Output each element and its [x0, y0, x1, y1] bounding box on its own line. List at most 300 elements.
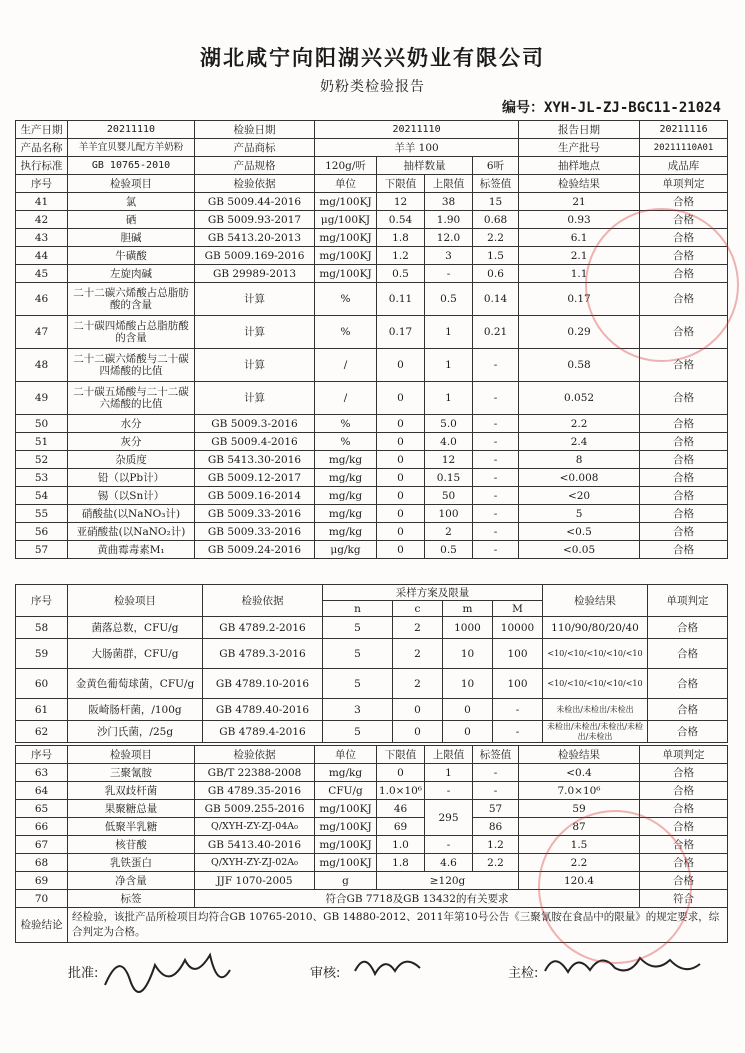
row-low: 0	[377, 349, 425, 382]
insp-date-label: 检验日期	[195, 121, 315, 139]
other-col-no: 序号	[16, 746, 68, 764]
row-basis: GB 4789.3-2016	[203, 639, 323, 669]
report-number: 编号：XYH-JL-ZJ-BGC11-21024	[501, 100, 721, 116]
micro-col-n: n	[323, 601, 393, 617]
row-no: 43	[16, 229, 68, 247]
row-label: -	[473, 469, 519, 487]
row-m: 1000	[443, 617, 493, 639]
row-label: 0.21	[473, 316, 519, 349]
row-n: 5	[323, 639, 393, 669]
row-judge: 合格	[640, 782, 728, 800]
row-low: 0.54	[377, 211, 425, 229]
row-judge: 合格	[640, 872, 728, 890]
row-basis: GB 5009.4-2016	[195, 433, 315, 451]
row-item: 乳铁蛋白	[68, 854, 195, 872]
row-item: 阪崎肠杆菌，/100g	[68, 699, 203, 721]
row-result: <0.4	[519, 764, 640, 782]
row-item: 牛磺酸	[68, 247, 195, 265]
row-judge: 合格	[640, 283, 728, 316]
row-c: 0	[393, 721, 443, 743]
row-high: 4.0	[425, 433, 473, 451]
row-limit: ≥120g	[377, 872, 519, 890]
row-label: -	[473, 451, 519, 469]
row-basis: GB 5009.93-2017	[195, 211, 315, 229]
row-item: 核苷酸	[68, 836, 195, 854]
table-row	[16, 382, 728, 415]
table-row	[16, 782, 728, 800]
row-n: 5	[323, 617, 393, 639]
row-unit: CFU/g	[315, 782, 377, 800]
row-judge: 合格	[640, 541, 728, 559]
header-row-standard	[16, 157, 728, 175]
row-low: 1.8	[377, 229, 425, 247]
row-basis: GB 5009.169-2016	[195, 247, 315, 265]
row-judge: 合格	[640, 854, 728, 872]
row-c: 0	[393, 699, 443, 721]
product-name-value: 羊羊宜贝婴儿配方羊奶粉	[68, 139, 195, 157]
table-row	[16, 193, 728, 211]
row-m: 0	[443, 699, 493, 721]
row-low: 0	[377, 382, 425, 415]
row-no: 63	[16, 764, 68, 782]
table-row	[16, 764, 728, 782]
row-item: 硒	[68, 211, 195, 229]
row-result: 2.2	[519, 415, 640, 433]
official-stamp	[585, 208, 739, 362]
row-unit: mg/kg	[315, 451, 377, 469]
row-label: 0.68	[473, 211, 519, 229]
row-item: 沙门氏菌，/25g	[68, 721, 203, 743]
row-basis: GB 4789.40-2016	[203, 699, 323, 721]
other-col-basis: 检验依据	[195, 746, 315, 764]
row-c: 2	[393, 617, 443, 639]
other-col-low: 下限值	[377, 746, 425, 764]
row-result: 8	[519, 451, 640, 469]
row-item: 三聚氰胺	[68, 764, 195, 782]
row-no: 65	[16, 800, 68, 818]
row-no: 58	[16, 617, 68, 639]
inspection-table-micro	[15, 584, 728, 743]
table-row	[16, 349, 728, 382]
other-col-judge: 单项判定	[640, 746, 728, 764]
row-high: 12	[425, 451, 473, 469]
row-low: 0	[377, 523, 425, 541]
row-basis: GB 4789.2-2016	[203, 617, 323, 639]
row-judge: 合格	[640, 433, 728, 451]
row-item: 杂质度	[68, 451, 195, 469]
row-M: 10000	[493, 617, 543, 639]
row-label: -	[473, 487, 519, 505]
row-unit: mg/kg	[315, 487, 377, 505]
row-high: -	[425, 836, 473, 854]
row-judge: 合格	[640, 229, 728, 247]
row-item: 锡（以Sn计）	[68, 487, 195, 505]
conclusion-label: 检验结论	[16, 908, 68, 943]
row-result: 110/90/80/20/40	[543, 617, 648, 639]
row-basis: 计算	[195, 316, 315, 349]
table-row	[16, 541, 728, 559]
row-judge: 合格	[640, 349, 728, 382]
row-low: 0	[377, 505, 425, 523]
row-basis: GB 5413.30-2016	[195, 451, 315, 469]
row-no: 44	[16, 247, 68, 265]
row-c: 2	[393, 669, 443, 699]
table-row	[16, 415, 728, 433]
row-low: 46	[377, 800, 425, 818]
row-label: 1.2	[473, 836, 519, 854]
row-unit: mg/100KJ	[315, 854, 377, 872]
other-header-row	[16, 746, 728, 764]
row-low: 0	[377, 451, 425, 469]
row-label: -	[473, 541, 519, 559]
row-item: 标签	[68, 890, 195, 908]
row-unit: mg/kg	[315, 505, 377, 523]
row-unit: mg/100KJ	[315, 247, 377, 265]
row-item: 胆碱	[68, 229, 195, 247]
row-item: 金黄色葡萄球菌，CFU/g	[68, 669, 203, 699]
micro-rows	[16, 617, 728, 743]
row-low: 12	[377, 193, 425, 211]
row-item: 二十二碳六烯酸占总脂肪酸的含量	[68, 283, 195, 316]
row-n: 3	[323, 699, 393, 721]
row-judge: 合格	[640, 211, 728, 229]
prod-date-value: 20211110	[68, 121, 195, 139]
row-unit: mg/kg	[315, 523, 377, 541]
row-item: 低聚半乳糖	[68, 818, 195, 836]
row-judge: 合格	[640, 818, 728, 836]
row-label: -	[473, 415, 519, 433]
row-basis: 计算	[195, 283, 315, 316]
column-header-row	[16, 175, 728, 193]
row-unit: mg/100KJ	[315, 229, 377, 247]
row-low: 0	[377, 541, 425, 559]
row-result: 0.17	[519, 283, 640, 316]
row-label: 2.2	[473, 229, 519, 247]
row-judge: 合格	[640, 836, 728, 854]
row-label: 15	[473, 193, 519, 211]
row-label: -	[473, 433, 519, 451]
row-item: 乳双歧杆菌	[68, 782, 195, 800]
row-high: 3	[425, 247, 473, 265]
row-item: 水分	[68, 415, 195, 433]
standard-label: 执行标准	[16, 157, 68, 175]
other-col-label: 标签值	[473, 746, 519, 764]
row-result: <0.05	[519, 541, 640, 559]
row-low: 0.5	[377, 265, 425, 283]
row-label: -	[473, 782, 519, 800]
row-label: -	[473, 349, 519, 382]
row-judge: 合格	[640, 487, 728, 505]
row-judge: 合格	[648, 699, 728, 721]
row-judge: 合格	[640, 451, 728, 469]
row-result: 未检出/未检出/未检出	[543, 699, 648, 721]
row-high: 12.0	[425, 229, 473, 247]
col-no: 序号	[16, 175, 68, 193]
row-result: <20	[519, 487, 640, 505]
row-low: 0.17	[377, 316, 425, 349]
row-judge: 合格	[640, 523, 728, 541]
row-m: 0	[443, 721, 493, 743]
micro-col-M: M	[493, 601, 543, 617]
table-row	[16, 617, 728, 639]
row-high: 50	[425, 487, 473, 505]
other-col-unit: 单位	[315, 746, 377, 764]
row-unit: μg/kg	[315, 541, 377, 559]
table-row	[16, 487, 728, 505]
row-unit: mg/kg	[315, 469, 377, 487]
row-unit: mg/100KJ	[315, 818, 377, 836]
row-no: 47	[16, 316, 68, 349]
row-result: 1.1	[519, 265, 640, 283]
micro-col-no: 序号	[16, 585, 68, 617]
row-no: 56	[16, 523, 68, 541]
row-judge: 合格	[640, 247, 728, 265]
row-no: 68	[16, 854, 68, 872]
row-no: 41	[16, 193, 68, 211]
row-result: 5	[519, 505, 640, 523]
row-unit: mg/100KJ	[315, 800, 377, 818]
row-result: 2.4	[519, 433, 640, 451]
row-no: 69	[16, 872, 68, 890]
row-judge: 合格	[640, 193, 728, 211]
row-low: 1.0×10⁶	[377, 782, 425, 800]
row-item: 大肠菌群，CFU/g	[68, 639, 203, 669]
row-result: 7.0×10⁶	[519, 782, 640, 800]
row-basis: GB 5009.33-2016	[195, 523, 315, 541]
micro-col-item: 检验项目	[68, 585, 203, 617]
other-col-result: 检验结果	[519, 746, 640, 764]
row-M: -	[493, 699, 543, 721]
row-unit: mg/kg	[315, 764, 377, 782]
row-result: 87	[519, 818, 640, 836]
row-low: 0	[377, 487, 425, 505]
row-basis: GB 5009.33-2016	[195, 505, 315, 523]
row-high: 0.5	[425, 283, 473, 316]
review-signature	[350, 946, 430, 986]
row-label: 1.5	[473, 247, 519, 265]
row-low: 0	[377, 764, 425, 782]
qty-value: 6听	[473, 157, 519, 175]
row-result: 0.052	[519, 382, 640, 415]
row-basis: Q/XYH-ZY-ZJ-04A₀	[195, 818, 315, 836]
micro-col-plan: 采样方案及限量	[323, 585, 543, 601]
header-row-dates	[16, 121, 728, 139]
location-label: 抽样地点	[519, 157, 640, 175]
row-high-merged: 295	[425, 800, 473, 836]
row-judge: 合格	[640, 505, 728, 523]
row-low: 1.2	[377, 247, 425, 265]
row-unit: mg/100KJ	[315, 265, 377, 283]
row-no: 54	[16, 487, 68, 505]
row-high: 4.6	[425, 854, 473, 872]
row-result: 120.4	[519, 872, 640, 890]
row-judge: 合格	[640, 469, 728, 487]
table-row	[16, 433, 728, 451]
brand-value: 羊羊 100	[315, 139, 519, 157]
row-result: <0.008	[519, 469, 640, 487]
row-basis: GB 5009.3-2016	[195, 415, 315, 433]
row-label: 86	[473, 818, 519, 836]
row-high: -	[425, 782, 473, 800]
other-col-item: 检验项目	[68, 746, 195, 764]
row-no: 61	[16, 699, 68, 721]
row-unit: /	[315, 349, 377, 382]
row-unit: g	[315, 872, 377, 890]
row-M: 100	[493, 639, 543, 669]
row-item: 灰分	[68, 433, 195, 451]
qty-label: 抽样数量	[377, 157, 473, 175]
approve-label: 批准:	[68, 966, 99, 981]
row-no: 45	[16, 265, 68, 283]
row-basis: Q/XYH-ZY-ZJ-02A₀	[195, 854, 315, 872]
table-row	[16, 639, 728, 669]
batch-label: 生产批号	[519, 139, 640, 157]
row-basis: GB 5009.44-2016	[195, 193, 315, 211]
row-result: <10/<10/<10/<10/<10	[543, 639, 648, 669]
row-item: 亚硝酸盐(以NaNO₂计)	[68, 523, 195, 541]
row-result: <0.5	[519, 523, 640, 541]
row-item: 果聚糖总量	[68, 800, 195, 818]
row-no: 51	[16, 433, 68, 451]
micro-col-judge: 单项判定	[648, 585, 728, 617]
spec-label: 产品规格	[195, 157, 315, 175]
table-row	[16, 451, 728, 469]
official-stamp-bottom	[538, 810, 692, 964]
standard-value: GB 10765-2010	[68, 157, 195, 175]
row-item: 菌落总数，CFU/g	[68, 617, 203, 639]
row-M: 100	[493, 669, 543, 699]
row-result: 0.29	[519, 316, 640, 349]
row-M: -	[493, 721, 543, 743]
row-no: 50	[16, 415, 68, 433]
row-no: 57	[16, 541, 68, 559]
row-basis: GB 5413.40-2016	[195, 836, 315, 854]
row-result: 未检出/未检出/未检出/未检出/未检出	[543, 721, 648, 743]
row-label-requirement: 符合GB 7718及GB 13432的有关要求	[195, 890, 640, 908]
row-high: 1	[425, 764, 473, 782]
row-no: 64	[16, 782, 68, 800]
inspect-block	[508, 962, 538, 981]
micro-col-m: m	[443, 601, 493, 617]
micro-col-result: 检验结果	[543, 585, 648, 617]
row-high: 0.15	[425, 469, 473, 487]
inspect-label: 主检:	[508, 966, 539, 981]
row-no: 60	[16, 669, 68, 699]
row-result: 0.58	[519, 349, 640, 382]
row-no: 42	[16, 211, 68, 229]
row-basis: GB/T 22388-2008	[195, 764, 315, 782]
col-low: 下限值	[377, 175, 425, 193]
row-judge: 合格	[640, 316, 728, 349]
other-col-high: 上限值	[425, 746, 473, 764]
row-no: 55	[16, 505, 68, 523]
col-item: 检验项目	[68, 175, 195, 193]
table-row	[16, 523, 728, 541]
row-item: 左旋肉碱	[68, 265, 195, 283]
row-high: -	[425, 265, 473, 283]
row-no: 48	[16, 349, 68, 382]
row-judge: 合格	[640, 415, 728, 433]
row-basis: GB 4789.4-2016	[203, 721, 323, 743]
company-name: 湖北咸宁向阳湖兴兴奶业有限公司	[200, 45, 545, 70]
row-low: 0	[377, 469, 425, 487]
row-label: -	[473, 764, 519, 782]
row-basis: GB 5009.12-2017	[195, 469, 315, 487]
prod-date-label: 生产日期	[16, 121, 68, 139]
row-basis: JJF 1070-2005	[195, 872, 315, 890]
rep-date-value: 20211116	[640, 121, 728, 139]
row-no: 52	[16, 451, 68, 469]
row-unit: /	[315, 382, 377, 415]
row-low: 1.8	[377, 854, 425, 872]
approve-signature	[100, 940, 240, 1000]
row-result: 2.2	[519, 854, 640, 872]
row-basis: GB 5413.20-2013	[195, 229, 315, 247]
row-no: 66	[16, 818, 68, 836]
row-unit: μg/100KJ	[315, 211, 377, 229]
row-result: 6.1	[519, 229, 640, 247]
row-result: <10/<10/<10/<10/<10	[543, 669, 648, 699]
row-judge: 合格	[640, 800, 728, 818]
row-item: 净含量	[68, 872, 195, 890]
col-label: 标签值	[473, 175, 519, 193]
row-result: 1.5	[519, 836, 640, 854]
row-low: 0.11	[377, 283, 425, 316]
row-basis: GB 4789.10-2016	[203, 669, 323, 699]
row-label: 0.14	[473, 283, 519, 316]
row-label: 0.6	[473, 265, 519, 283]
brand-label: 产品商标	[195, 139, 315, 157]
row-unit: %	[315, 433, 377, 451]
row-n: 5	[323, 669, 393, 699]
approve-block	[68, 962, 98, 981]
row-basis: GB 5009.24-2016	[195, 541, 315, 559]
table-row	[16, 669, 728, 699]
row-item: 氯	[68, 193, 195, 211]
report-title: 奶粉类检验报告	[320, 79, 425, 95]
row-m: 10	[443, 639, 493, 669]
row-basis: GB 5009.16-2014	[195, 487, 315, 505]
row-low: 69	[377, 818, 425, 836]
row-unit: mg/100KJ	[315, 836, 377, 854]
row-high: 1	[425, 316, 473, 349]
row-high: 38	[425, 193, 473, 211]
insp-date-value: 20211110	[315, 121, 519, 139]
row-label: -	[473, 505, 519, 523]
row-unit: mg/100KJ	[315, 193, 377, 211]
row-low: 1.0	[377, 836, 425, 854]
row-judge: 合格	[648, 721, 728, 743]
row-judge: 符合	[640, 890, 728, 908]
row-label: 57	[473, 800, 519, 818]
row-no: 70	[16, 890, 68, 908]
batch-value: 20211110A01	[640, 139, 728, 157]
micro-col-basis: 检验依据	[203, 585, 323, 617]
row-no: 49	[16, 382, 68, 415]
row-high: 1	[425, 349, 473, 382]
row-high: 0.5	[425, 541, 473, 559]
location-value: 成品库	[640, 157, 728, 175]
row-label: 2.2	[473, 854, 519, 872]
row-item: 黄曲霉毒素M₁	[68, 541, 195, 559]
row-basis: GB 5009.255-2016	[195, 800, 315, 818]
row-high: 1	[425, 382, 473, 415]
review-label: 审核:	[310, 966, 341, 981]
row-item: 铅（以Pb计）	[68, 469, 195, 487]
row-no: 67	[16, 836, 68, 854]
row-basis: 计算	[195, 382, 315, 415]
row-no: 62	[16, 721, 68, 743]
